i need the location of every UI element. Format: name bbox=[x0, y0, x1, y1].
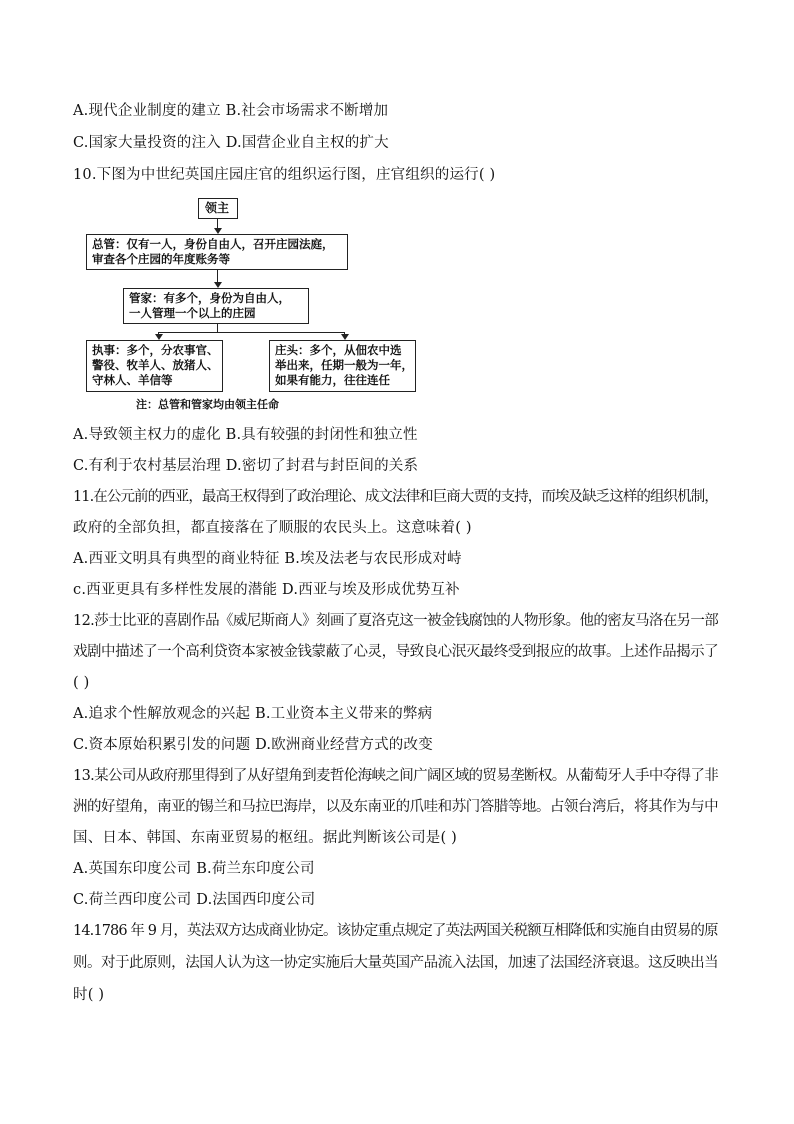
q13-stem-line3: 国、日本、韩国、东南亚贸易的枢纽。据此判断该公司是( ) bbox=[73, 830, 458, 846]
q14-stem-line3: 时( ) bbox=[73, 987, 105, 1003]
q12-stem-line3: ( ) bbox=[73, 675, 90, 691]
q13-options-line2: C.荷兰西印度公司 D.法国西印度公司 bbox=[73, 892, 316, 908]
q13-stem-line1: 13.某公司从政府那里得到了从好望角到麦哲伦海峡之间广阔区域的贸易垄断权。从葡萄牙人手中夺得了非 bbox=[73, 768, 719, 784]
q14-stem-line2: 则。对于此原则，法国人认为这一协定实施后大量英国产品流入法国，加速了法国经济衰退。这反映出当 bbox=[73, 955, 719, 971]
reeve-box: 庄头：多个，从佃农中选 举出来，任期一般为一年， 如果有能力，往往连任 bbox=[269, 340, 416, 392]
q10-stem: 10.下图为中世纪英国庄园庄官的组织运行图，庄官组织的运行( ) bbox=[73, 167, 496, 183]
manor-organization-diagram bbox=[86, 198, 416, 414]
q12-stem-line1: 12.莎士比亚的喜剧作品《威尼斯商人》刻画了夏洛克这一被金钱腐蚀的人物形象。他的密友马洛在另一部 bbox=[73, 613, 719, 629]
connector-horizontal bbox=[158, 332, 344, 333]
q10-options-line1: A.导致领主权力的虚化 B.具有较强的封闭性和独立性 bbox=[73, 427, 418, 443]
connector-bailiff bbox=[217, 324, 218, 332]
q9-options-line2: C.国家大量投资的注入 D.国营企业自主权的扩大 bbox=[73, 135, 389, 151]
diagram-note: 注：总管和管家均由领主任命 bbox=[136, 398, 279, 411]
q11-stem-line1: 11.在公元前的西亚，最高王权得到了政治理论、成文法律和巨商大贾的支持，而埃及缺乏这样的组织机制， bbox=[73, 489, 718, 505]
q11-options-line1: A.西亚文明具有典型的商业特征 B.埃及法老与农民形成对峙 bbox=[73, 551, 462, 567]
q14-stem-line1: 14.1786 年 9 月，英法双方达成商业协定。该协定重点规定了英法两国关税额互相降低和实施自由贸易的原 bbox=[73, 923, 718, 939]
q10-options-line2: C.有利于农村基层治理 D.密切了封君与封臣间的关系 bbox=[73, 458, 419, 474]
bailiff-box: 管家：有多个，身份为自由人， 一人管理一个以上的庄园 bbox=[123, 288, 309, 324]
q12-options-line2: C.资本原始积累引发的问题 D.欧洲商业经营方式的改变 bbox=[73, 737, 433, 753]
steward-box: 总管：仅有一人，身份自由人，召开庄园法庭， 审查各个庄园的年度账务等 bbox=[86, 234, 348, 270]
q9-options-line1: A.现代企业制度的建立 B.社会市场需求不断增加 bbox=[73, 103, 389, 119]
q13-options-line1: A.英国东印度公司 B.荷兰东印度公司 bbox=[73, 861, 315, 877]
q11-stem-line2: 政府的全部负担，都直接落在了顺服的农民头上。这意味着( ) bbox=[73, 520, 472, 536]
executors-box: 执事：多个，分农事官、 警役、牧羊人、放猪人、 守林人、羊信等 bbox=[86, 340, 223, 392]
q12-options-line1: A.追求个性解放观念的兴起 B.工业资本主义带来的弊病 bbox=[73, 706, 433, 722]
lord-box: 领主 bbox=[198, 198, 238, 219]
q11-options-line2: c.西亚更具有多样性发展的潜能 D.西亚与埃及形成优势互补 bbox=[73, 582, 460, 598]
q12-stem-line2: 戏剧中描述了一个高利贷资本家被金钱蒙蔽了心灵，导致良心泯灭最终受到报应的故事。上述作品揭示了 bbox=[73, 644, 719, 660]
q13-stem-line2: 洲的好望角，南亚的锡兰和马拉巴海岸，以及东南亚的爪哇和苏门答腊等地。占领台湾后，将其作为与中 bbox=[73, 799, 719, 815]
